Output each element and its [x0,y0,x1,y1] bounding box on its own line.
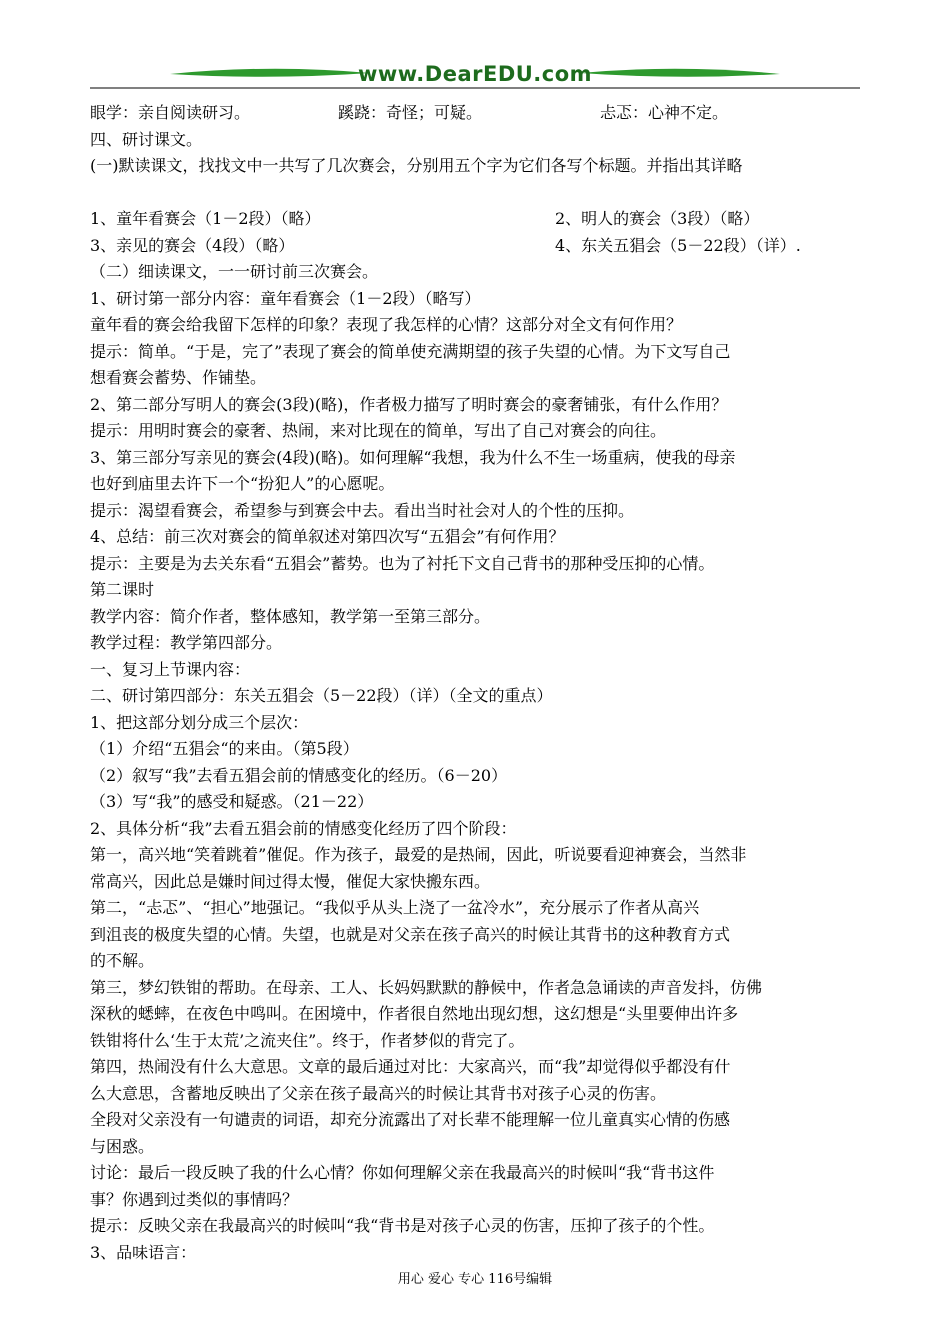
text-line: 第四，热闹没有什么大意思。文章的最后通过对比：大家高兴，而“我”却觉得似乎都没有什 [90,1057,731,1076]
text-line: 二、研讨第四部分：东关五猖会（5－22段）（详）（全文的重点） [90,686,553,705]
definition-2: 蹊跷：奇怪；可疑。 [338,103,483,122]
text-line: 4、总结：前三次对赛会的简单叙述对第四次写“五猖会”有何作用？ [90,527,565,546]
text-line: 全段对父亲没有一句谴责的词语，却充分流露出了对长辈不能理解一位儿童真实心情的伤感 [90,1110,731,1129]
text-line: 到沮丧的极度失望的心情。失望，也就是对父亲在孩子高兴的时候让其背书的这种教育方式 [90,924,731,944]
text-line: （1）介绍“五猖会“的来由。（第5段） [90,739,359,758]
text-line: （3）写“我”的感受和疑惑。（21－22） [90,792,374,811]
text-line: 一、复习上节课内容： [90,659,251,679]
text-line: 2、具体分析“我”去看五猖会前的情感变化经历了四个阶段： [90,818,517,838]
text-line: 提示：反映父亲在我最高兴的时候叫“我“背书是对孩子心灵的伤害，压抑了孩子的个性。 [90,1216,715,1235]
blank-line [90,180,865,207]
text-line: 提示：简单。“于是，完了”表现了赛会的简单使充满期望的孩子失望的心情。为下文写自己 [90,341,731,361]
text-line: 第二课时 [90,580,155,599]
text-line: 教学内容：简介作者，整体感知，教学第一至第三部分。 [90,606,491,626]
vocab-definitions [90,100,865,127]
body-text [90,259,865,1266]
text-line: 3、第三部分写亲见的赛会(4段)(略)。如何理解“我想，我为什么不生一场重病，使我的母亲 [90,447,736,467]
text-line: 常高兴，因此总是嫌时间过得太慢，催促大家快搬东西。 [90,871,491,891]
text-line: 第一，高兴地“笑着跳着”催促。作为孩子，最爱的是热闹，因此，听说要看迎神赛会，当然非 [90,845,747,864]
page-header [90,60,860,92]
text-line: 与困惑。 [90,1136,155,1156]
document-body [90,100,865,1266]
site-logo[interactable]: www.DearEDU.com [357,62,593,86]
title-2: 2、明人的赛会（3段）（略） [555,209,760,228]
text-line: 教学过程：教学第四部分。 [90,633,283,652]
title-1: 1、童年看赛会（1－2段）（略） [90,209,321,228]
text-line: 事？你遇到过类似的事情吗？ [90,1189,299,1209]
text-line: 深秋的蟋蟀，在夜色中鸣叫。在困境中，作者很自然地出现幻想，这幻想是“头里要伸出许多 [90,1004,739,1023]
definition-3: 忐忑：心神不定。 [600,103,729,122]
title-3: 3、亲见的赛会（4段）（略） [90,235,295,255]
text-line: 想看赛会蓄势、作铺垫。 [90,368,267,387]
text-line: 3、品味语言： [90,1242,197,1262]
text-line: 1、把这部分划分成三个层次： [90,712,309,732]
title-4: 4、东关五猖会（5－22段）（详）. [555,235,801,255]
text-line: 的不解。 [90,951,155,970]
definition-1: 眼学：亲自阅读研习。 [90,103,251,122]
text-line: 铁钳将什么‘生于太荒’之流夹住”。终于，作者梦似的背完了。 [90,1030,525,1050]
text-line: 提示：主要是为去关东看“五猖会”蓄势。也为了衬托下文自己背书的那种受压抑的心情。 [90,553,715,573]
text-line: 么大意思，含蓄地反映出了父亲在孩子最高兴的时候让其背书对孩子心灵的伤害。 [90,1083,667,1103]
task-paragraph: (一)默读课文，找找文中一共写了几次赛会，分别用五个字为它们各写个标题。并指出其详略 [90,156,743,175]
text-line: 提示：用明时赛会的豪奢、热闹，来对比现在的简单，写出了自己对赛会的向往。 [90,421,667,440]
text-line: 童年看的赛会给我留下怎样的印象？表现了我怎样的心情？这部分对全文有何作用？ [90,315,683,334]
text-line: 提示：渴望看赛会，希望参与到赛会中去。看出当时社会对人的个性的压抑。 [90,500,635,520]
text-line: 2、第二部分写明人的赛会(3段)(略)，作者极力描写了明时赛会的豪奢铺张，有什么作用？ [90,394,728,414]
text-line: 第二，“忐忑”、“担心”地强记。“我似乎从头上浇了一盆冷水”，充分展示了作者从高兴 [90,898,700,917]
text-line: 1、研讨第一部分内容：童年看赛会（1－2段）（略写） [90,288,481,308]
text-line: 也好到庙里去许下一个“扮犯人”的心愿呢。 [90,474,395,493]
text-line: （二）细读课文，一一研讨前三次赛会。 [90,262,379,281]
title-row-1 [90,206,865,233]
title-row-2 [90,233,865,260]
text-line: （2）叙写“我”去看五猖会前的情感变化的经历。（6－20） [90,765,508,785]
section-heading: 四、研讨课文。 [90,129,203,149]
text-line: 讨论：最后一段反映了我的什么心情？你如何理解父亲在我最高兴的时候叫“我“背书这件 [90,1163,715,1182]
text-line: 第三，梦幻铁钳的帮助。在母亲、工人、长妈妈默默的静候中，作者急急诵读的声音发抖，仿佛 [90,977,763,997]
page-footer: 用心 爱心 专心 116号编辑 [397,1272,553,1287]
